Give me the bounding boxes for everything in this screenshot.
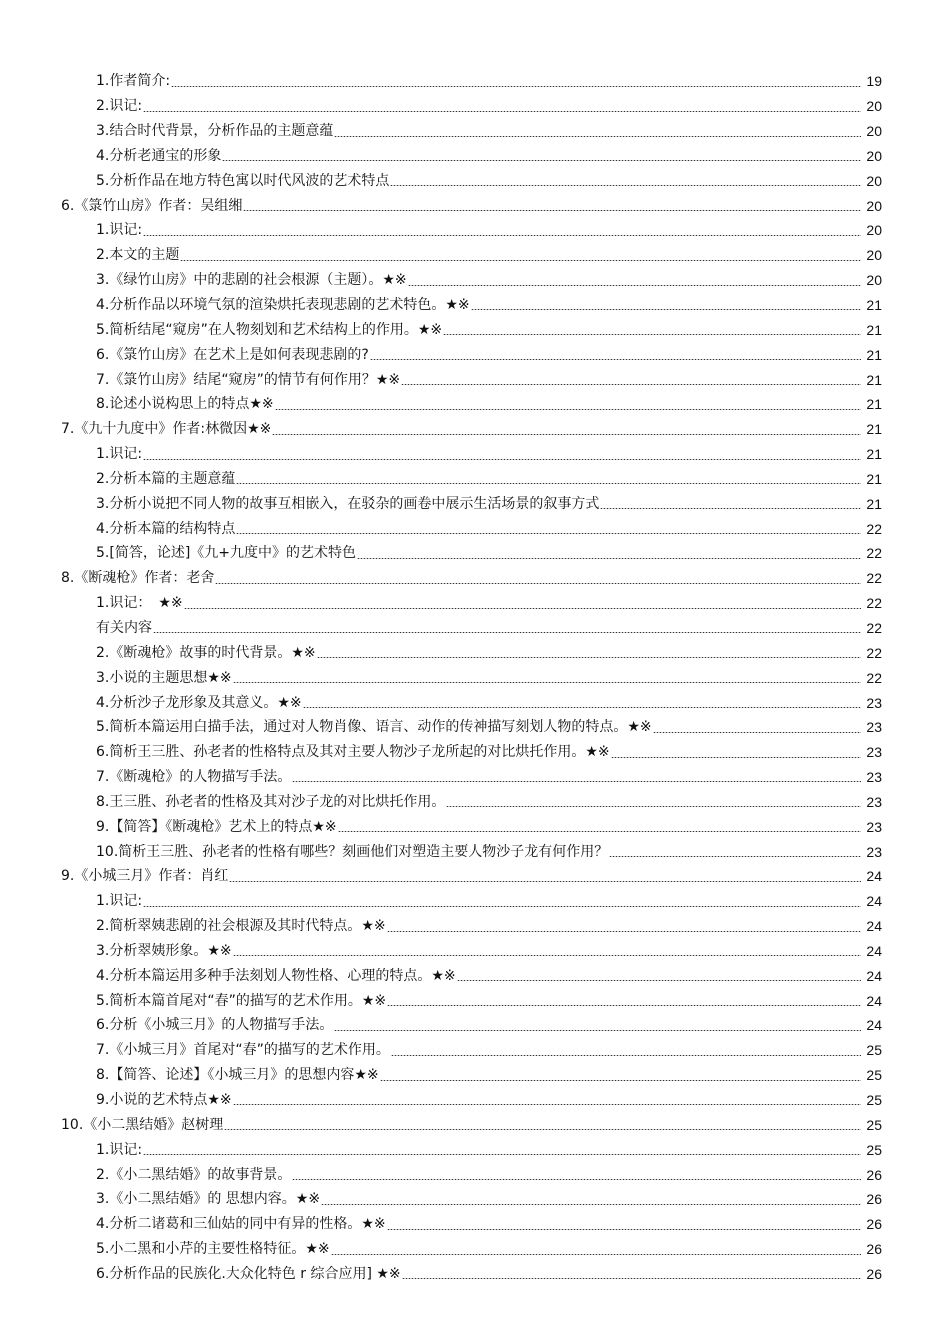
toc-entry-title: 4.分析沙子龙形象及其意义。★※ (96, 694, 302, 711)
toc-entry-title: 5.简析本篇首尾对“春”的描写的艺术作用。★※ (96, 992, 387, 1009)
toc-page-number: 26 (866, 1216, 882, 1233)
toc-subsection-entry[interactable] (0, 1187, 950, 1212)
toc-entry-title: 有关内容 (96, 619, 152, 636)
dot-leader (387, 1229, 861, 1230)
toc-subsection-entry[interactable] (0, 491, 950, 516)
toc-entry-title: 2.识记: (96, 98, 143, 115)
dot-leader (222, 160, 861, 161)
toc-entry-title: 5.[简答，论述]《九+九度中》的艺术特色 (96, 545, 357, 562)
toc-entry-title: 8.王三胜、孙老者的性格及其对沙子龙的对比烘托作用。 (96, 793, 446, 810)
toc-page-number: 24 (866, 967, 882, 984)
toc-subsection-entry[interactable] (0, 839, 950, 864)
dot-leader (401, 384, 861, 385)
dot-leader (272, 434, 861, 435)
toc-entry-title: 6.简析王三胜、孙老者的性格特点及其对主要人物沙子龙所起的对比烘托作用。★※ (96, 744, 610, 761)
dot-leader (243, 210, 861, 211)
dot-leader (224, 1129, 861, 1130)
toc-page-number: 23 (866, 793, 882, 810)
toc-page-number: 25 (866, 1067, 882, 1084)
toc-page-number: 21 (866, 470, 882, 487)
toc-subsection-entry[interactable] (0, 293, 950, 318)
dot-leader (331, 1254, 861, 1255)
toc-subsection-entry[interactable] (0, 119, 950, 144)
dot-leader (292, 1179, 861, 1180)
dot-leader (171, 86, 861, 87)
dot-leader (387, 1005, 861, 1006)
toc-subsection-entry[interactable] (0, 715, 950, 740)
toc-entry-title: 1.识记: (96, 222, 143, 239)
toc-subsection-entry[interactable] (0, 541, 950, 566)
toc-entry-title: 4.分析本篇的结构特点 (96, 520, 236, 537)
toc-page-number: 24 (866, 893, 882, 910)
toc-entry-title: 4.分析本篇运用多种手法刻划人物性格、心理的特点。★※ (96, 967, 456, 984)
toc-page-number: 21 (866, 446, 882, 463)
toc-entry-title: 7.《九十九度中》作者:林微因★※ (61, 421, 272, 438)
toc-page-number: 22 (866, 669, 882, 686)
dot-leader (609, 856, 861, 857)
toc-section-entry[interactable] (0, 566, 950, 591)
dot-leader (303, 707, 861, 708)
dot-leader (611, 757, 861, 758)
toc-subsection-entry[interactable] (0, 1088, 950, 1113)
toc-page-number: 24 (866, 942, 882, 959)
dot-leader (233, 1104, 861, 1105)
toc-subsection-entry[interactable] (0, 889, 950, 914)
toc-entry-title: 4.分析二诸葛和三仙姑的同中有异的性格。★※ (96, 1216, 386, 1233)
toc-page-number: 21 (866, 346, 882, 363)
toc-entry-title: 1.识记: (96, 446, 143, 463)
dot-leader (321, 1204, 861, 1205)
dot-leader (143, 906, 861, 907)
toc-page-number: 22 (866, 595, 882, 612)
dot-leader (387, 931, 861, 932)
toc-page-number: 24 (866, 992, 882, 1009)
dot-leader (380, 1080, 861, 1081)
dot-leader (357, 558, 861, 559)
toc-page-number: 26 (866, 1265, 882, 1282)
toc-page-number: 20 (866, 272, 882, 289)
toc-subsection-entry[interactable] (0, 243, 950, 268)
toc-subsection-entry[interactable] (0, 640, 950, 665)
toc-entry-title: 3.《绿竹山房》中的悲剧的社会根源（主题）。★※ (96, 272, 407, 289)
toc-page-number: 21 (866, 421, 882, 438)
toc-entry-title: 2.《断魂枪》故事的时代背景。★※ (96, 644, 316, 661)
toc-subsection-entry[interactable] (0, 914, 950, 939)
toc-entry-title: 1.识记： ★※ (96, 595, 183, 612)
toc-entry-title: 3.分析小说把不同人物的故事互相嵌入，在驳杂的画卷中展示生活场景的叙事方式 (96, 495, 600, 512)
dot-leader (653, 732, 861, 733)
toc-section-entry[interactable] (0, 417, 950, 442)
toc-page-number: 21 (866, 495, 882, 512)
dot-leader (600, 508, 861, 509)
toc-page-number: 23 (866, 719, 882, 736)
toc-page-number: 20 (866, 172, 882, 189)
toc-subsection-entry[interactable] (0, 1212, 950, 1237)
toc-subsection-entry[interactable] (0, 1137, 950, 1162)
dot-leader (370, 359, 861, 360)
toc-subsection-entry[interactable] (0, 740, 950, 765)
toc-page-number: 25 (866, 1116, 882, 1133)
toc-page-number: 20 (866, 247, 882, 264)
toc-entry-title: 1.识记: (96, 1141, 143, 1158)
toc-page-number: 20 (866, 197, 882, 214)
toc-page-number: 25 (866, 1141, 882, 1158)
toc-page-number: 25 (866, 1042, 882, 1059)
dot-leader (143, 1154, 861, 1155)
toc-entry-title: 9.《小城三月》作者：肖红 (61, 868, 229, 885)
toc-entry-title: 3.结合时代背景，分析作品的主题意蕴 (96, 123, 334, 140)
dot-leader (338, 831, 861, 832)
toc-subsection-entry[interactable] (0, 1013, 950, 1038)
dot-leader (229, 881, 861, 882)
table-of-contents (0, 69, 950, 1286)
toc-page-number: 23 (866, 843, 882, 860)
toc-entry-title: 1.作者简介: (96, 73, 171, 90)
toc-entry-title: 5.简析结尾“窥房”在人物刻划和艺术结构上的作用。★※ (96, 321, 443, 338)
toc-page-number: 26 (866, 1166, 882, 1183)
toc-subsection-entry[interactable] (0, 367, 950, 392)
dot-leader (443, 334, 861, 335)
toc-entry-title: 4.分析老通宝的形象 (96, 147, 222, 164)
toc-page-number: 23 (866, 769, 882, 786)
toc-subsection-entry[interactable] (0, 218, 950, 243)
toc-subsection-entry[interactable] (0, 392, 950, 417)
toc-subsection-entry[interactable] (0, 665, 950, 690)
dot-leader (180, 260, 861, 261)
toc-page-number: 25 (866, 1092, 882, 1109)
dot-leader (143, 111, 861, 112)
dot-leader (233, 955, 861, 956)
toc-page-number: 24 (866, 1017, 882, 1034)
toc-page-number: 24 (866, 918, 882, 935)
dot-leader (446, 806, 861, 807)
toc-page-number: 22 (866, 570, 882, 587)
toc-entry-title: 6.分析《小城三月》的人物描写手法。 (96, 1017, 334, 1034)
dot-leader (408, 285, 861, 286)
toc-entry-title: 8.《断魂枪》作者：老舍 (61, 570, 215, 587)
toc-page-number: 23 (866, 744, 882, 761)
toc-page-number: 23 (866, 694, 882, 711)
toc-entry-title: 6.分析作品的民族化.大众化特色 r 综合应用] ★※ (96, 1265, 401, 1282)
toc-entry-title: 5.分析作品在地方特色寓以时代风波的艺术特点 (96, 172, 390, 189)
dot-leader (236, 533, 861, 534)
dot-leader (143, 459, 861, 460)
toc-page-number: 21 (866, 321, 882, 338)
toc-section-entry[interactable] (0, 193, 950, 218)
dot-leader (215, 583, 861, 584)
toc-entry-title: 3.小说的主题思想★※ (96, 669, 232, 686)
toc-subsection-entry[interactable] (0, 814, 950, 839)
toc-page-number: 22 (866, 520, 882, 537)
toc-entry-title: 10.简析王三胜、孙老者的性格有哪些？刻画他们对塑造主要人物沙子龙有何作用？ (96, 843, 609, 860)
toc-entry-title: 2.《小二黑结婚》的故事背景。 (96, 1166, 292, 1183)
toc-subsection-entry[interactable] (0, 1038, 950, 1063)
toc-page-number: 22 (866, 619, 882, 636)
toc-entry-title: 8.【简答、论述】《小城三月》的思想内容★※ (96, 1067, 379, 1084)
toc-subsection-entry[interactable] (0, 342, 950, 367)
toc-page-number: 21 (866, 396, 882, 413)
toc-subsection-entry[interactable] (0, 963, 950, 988)
toc-subsection-entry[interactable] (0, 69, 950, 94)
toc-entry-title: 2.简析翠姨悲剧的社会根源及其时代特点。★※ (96, 918, 386, 935)
toc-page-number: 26 (866, 1241, 882, 1258)
toc-subsection-entry[interactable] (0, 442, 950, 467)
dot-leader (275, 409, 861, 410)
toc-entry-title: 2.分析本篇的主题意蕴 (96, 470, 236, 487)
toc-subsection-entry[interactable] (0, 467, 950, 492)
toc-entry-title: 3.《小二黑结婚》的 思想内容。★※ (96, 1191, 321, 1208)
dot-leader (317, 657, 861, 658)
toc-entry-title: 4.分析作品以环境气氛的渲染烘托表现悲剧的艺术特色。★※ (96, 297, 470, 314)
toc-subsection-entry[interactable] (0, 789, 950, 814)
dot-leader (233, 682, 861, 683)
toc-subsection-entry[interactable] (0, 317, 950, 342)
toc-subsection-entry[interactable] (0, 616, 950, 641)
toc-subsection-entry[interactable] (0, 1063, 950, 1088)
toc-subsection-entry[interactable] (0, 1162, 950, 1187)
toc-entry-title: 8.论述小说构思上的特点★※ (96, 396, 274, 413)
dot-leader (153, 632, 861, 633)
toc-entry-title: 7.《断魂枪》的人物描写手法。 (96, 769, 292, 786)
toc-page-number: 22 (866, 644, 882, 661)
toc-page-number: 20 (866, 98, 882, 115)
toc-page-number: 24 (866, 868, 882, 885)
toc-page-number: 23 (866, 818, 882, 835)
dot-leader (334, 1030, 861, 1031)
toc-subsection-entry[interactable] (0, 988, 950, 1013)
toc-subsection-entry[interactable] (0, 939, 950, 964)
toc-page-number: 19 (866, 73, 882, 90)
toc-page-number: 21 (866, 371, 882, 388)
dot-leader (391, 1055, 861, 1056)
toc-subsection-entry[interactable] (0, 268, 950, 293)
toc-entry-title: 3.分析翠姨形象。★※ (96, 942, 232, 959)
toc-subsection-entry[interactable] (0, 765, 950, 790)
toc-subsection-entry[interactable] (0, 94, 950, 119)
toc-entry-title: 9.小说的艺术特点★※ (96, 1092, 232, 1109)
toc-section-entry[interactable] (0, 864, 950, 889)
toc-entry-title: 6.《箓竹山房》在艺术上是如何表现悲剧的? (96, 346, 369, 363)
toc-entry-title: 5.简析本篇运用白描手法，通过对人物肖像、语言、动作的传神描写刻划人物的特点。★※ (96, 719, 652, 736)
dot-leader (390, 185, 861, 186)
toc-entry-title: 5.小二黑和小芹的主要性格特征。★※ (96, 1241, 330, 1258)
toc-entry-title: 6.《箓竹山房》作者：吴组缃 (61, 197, 243, 214)
dot-leader (292, 781, 861, 782)
dot-leader (457, 980, 861, 981)
toc-page-number: 22 (866, 545, 882, 562)
toc-entry-title: 10.《小二黑结婚》赵树理 (61, 1116, 224, 1133)
dot-leader (471, 309, 861, 310)
dot-leader (143, 235, 861, 236)
toc-subsection-entry[interactable] (0, 516, 950, 541)
toc-subsection-entry[interactable] (0, 690, 950, 715)
toc-entry-title: 7.《箓竹山房》结尾“窥房”的情节有何作用？★※ (96, 371, 401, 388)
toc-subsection-entry[interactable] (0, 1262, 950, 1287)
toc-subsection-entry[interactable] (0, 144, 950, 169)
toc-page-number: 20 (866, 123, 882, 140)
dot-leader (184, 608, 861, 609)
toc-section-entry[interactable] (0, 1112, 950, 1137)
toc-page-number: 20 (866, 147, 882, 164)
toc-entry-title: 2.本文的主题 (96, 247, 180, 264)
toc-page-number: 20 (866, 222, 882, 239)
toc-subsection-entry[interactable] (0, 591, 950, 616)
toc-page-number: 26 (866, 1191, 882, 1208)
dot-leader (402, 1278, 861, 1279)
toc-entry-title: 1.识记: (96, 893, 143, 910)
dot-leader (334, 136, 861, 137)
toc-page-number: 21 (866, 297, 882, 314)
toc-subsection-entry[interactable] (0, 1237, 950, 1262)
dot-leader (236, 483, 861, 484)
toc-subsection-entry[interactable] (0, 168, 950, 193)
toc-entry-title: 7.《小城三月》首尾对“春”的描写的艺术作用。 (96, 1042, 390, 1059)
toc-entry-title: 9.【简答】《断魂枪》艺术上的特点★※ (96, 818, 337, 835)
